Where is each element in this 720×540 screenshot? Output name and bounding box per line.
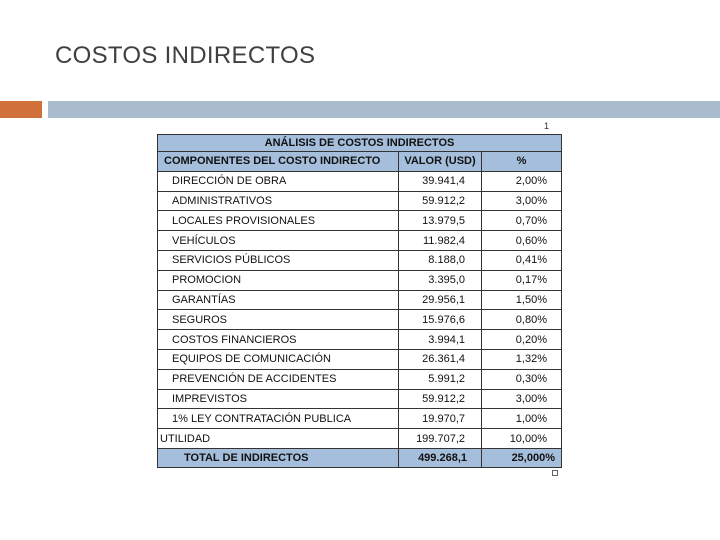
cost-percent: 1,50% — [482, 290, 562, 310]
cost-value: 3.395,0 — [399, 270, 482, 290]
page-number: 1 — [544, 121, 550, 131]
accent-bar — [0, 101, 42, 118]
cost-value: 39.941,4 — [399, 171, 482, 191]
table-row — [158, 389, 562, 409]
table-row — [158, 290, 562, 310]
cost-component-name: GARANTÍAS — [158, 290, 399, 310]
cost-percent: 0,17% — [482, 270, 562, 290]
cost-percent: 0,20% — [482, 330, 562, 350]
cost-component-name: ADMINISTRATIVOS — [158, 191, 399, 211]
cost-component-name: PREVENCIÓN DE ACCIDENTES — [158, 369, 399, 389]
cost-value: 26.361,4 — [399, 349, 482, 369]
header-band — [48, 101, 720, 118]
cost-value: 59.912,2 — [399, 191, 482, 211]
cost-value: 15.976,6 — [399, 310, 482, 330]
table-row — [158, 270, 562, 290]
cost-component-name: 1% LEY CONTRATACIÓN PUBLICA — [158, 409, 399, 429]
column-header-component: COMPONENTES DEL COSTO INDIRECTO — [158, 152, 399, 172]
column-header-percent: % — [482, 152, 562, 172]
total-label: TOTAL DE INDIRECTOS — [158, 448, 399, 467]
table-row — [158, 429, 562, 449]
cost-value: 29.956,1 — [399, 290, 482, 310]
cost-component-name: SERVICIOS PÚBLICOS — [158, 250, 399, 270]
cost-percent: 0,41% — [482, 250, 562, 270]
cost-percent: 0,60% — [482, 231, 562, 251]
cost-value: 199.707,2 — [399, 429, 482, 449]
cost-percent: 1,32% — [482, 349, 562, 369]
table-body — [158, 171, 562, 448]
table-row — [158, 250, 562, 270]
cost-value: 11.982,4 — [399, 231, 482, 251]
cost-component-name: LOCALES PROVISIONALES — [158, 211, 399, 231]
column-header-value: VALOR (USD) — [399, 152, 482, 172]
table-row — [158, 369, 562, 389]
total-value: 499.268,1 — [399, 448, 482, 467]
cost-percent: 1,00% — [482, 409, 562, 429]
cost-component-name: SEGUROS — [158, 310, 399, 330]
cost-percent: 2,00% — [482, 171, 562, 191]
cost-value: 8.188,0 — [399, 250, 482, 270]
table-row — [158, 191, 562, 211]
table-title: ANÁLISIS DE COSTOS INDIRECTOS — [158, 135, 562, 152]
cost-component-name: IMPREVISTOS — [158, 389, 399, 409]
table-title-row — [158, 135, 562, 152]
table-row — [158, 231, 562, 251]
end-marker — [552, 470, 558, 476]
cost-percent: 10,00% — [482, 429, 562, 449]
cost-component-name: PROMOCION — [158, 270, 399, 290]
cost-percent: 3,00% — [482, 191, 562, 211]
table-row — [158, 330, 562, 350]
cost-percent: 0,30% — [482, 369, 562, 389]
table-row — [158, 171, 562, 191]
cost-component-name: UTILIDAD — [158, 429, 399, 449]
slide-title: COSTOS INDIRECTOS — [55, 42, 316, 69]
total-row — [158, 448, 562, 467]
total-percent: 25,000% — [482, 448, 562, 467]
table-row — [158, 349, 562, 369]
cost-value: 19.970,7 — [399, 409, 482, 429]
cost-component-name: COSTOS FINANCIEROS — [158, 330, 399, 350]
indirect-costs-table — [157, 134, 562, 468]
cost-value: 5.991,2 — [399, 369, 482, 389]
cost-percent: 0,70% — [482, 211, 562, 231]
table-row — [158, 409, 562, 429]
table-row — [158, 310, 562, 330]
table-header-row — [158, 152, 562, 172]
cost-value: 59.912,2 — [399, 389, 482, 409]
cost-percent: 0,80% — [482, 310, 562, 330]
cost-percent: 3,00% — [482, 389, 562, 409]
table-row — [158, 211, 562, 231]
cost-component-name: VEHÍCULOS — [158, 231, 399, 251]
cost-component-name: DIRECCIÓN DE OBRA — [158, 171, 399, 191]
cost-value: 13.979,5 — [399, 211, 482, 231]
cost-value: 3.994,1 — [399, 330, 482, 350]
cost-component-name: EQUIPOS DE COMUNICACIÓN — [158, 349, 399, 369]
